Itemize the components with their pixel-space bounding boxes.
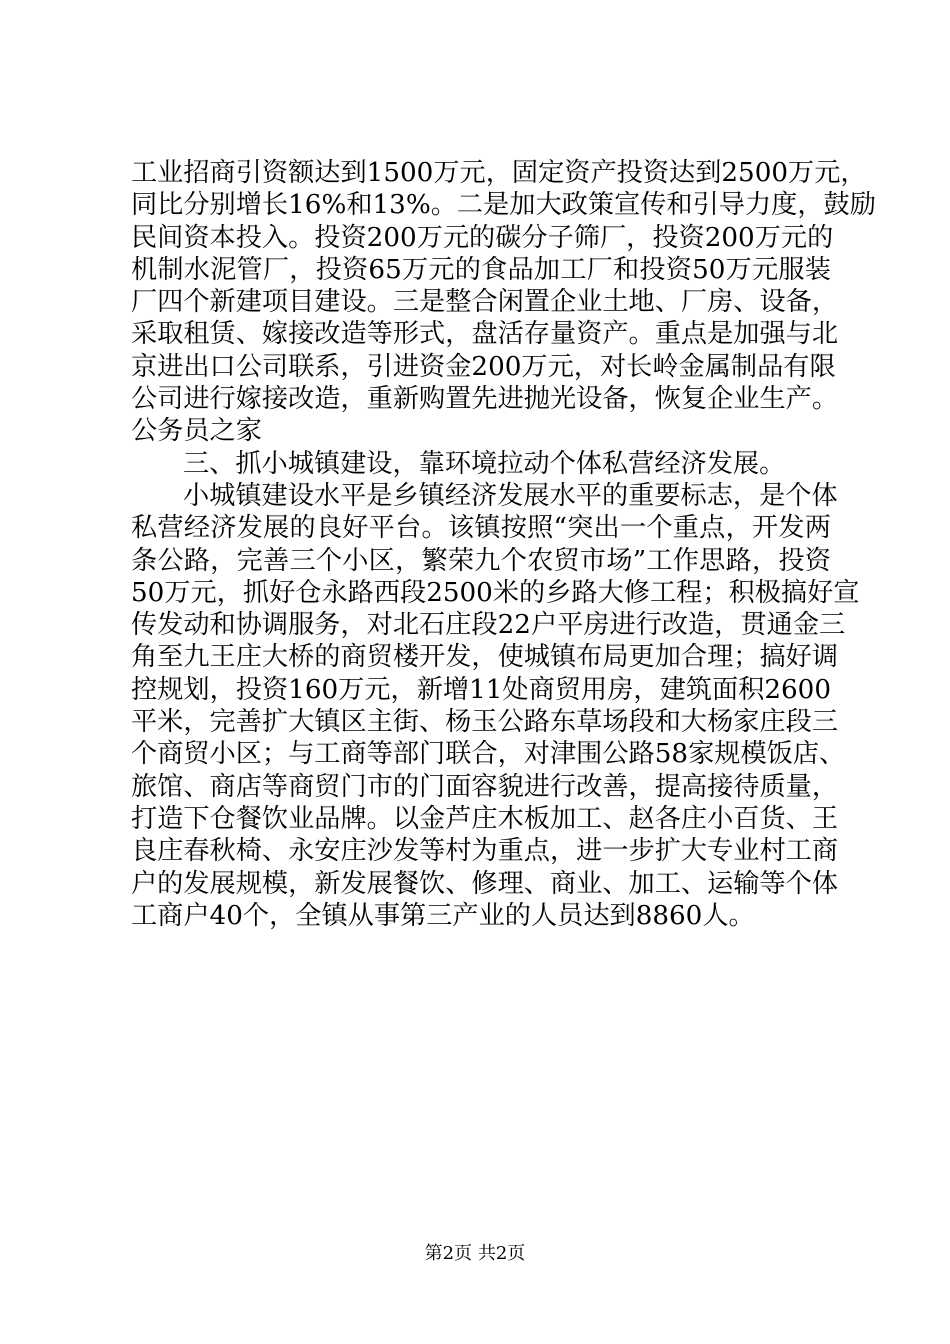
text-line: 民间资本投入。投资200万元的碳分子筛厂，投资200万元的	[131, 222, 834, 253]
text-line: 控规划，投资160万元，新增11处商贸用房，建筑面积2600	[131, 674, 831, 705]
page-number-footer: 第2页 共2页	[424, 1243, 526, 1264]
text-line: 良庄春秋椅、永安庄沙发等村为重点，进一步扩大专业村工商	[131, 836, 839, 867]
text-line: 同比分别增长16%和13%。二是加大政策宣传和引导力度，鼓励	[131, 190, 876, 221]
text-line: 条公路，完善三个小区，繁荣九个农贸市场”工作思路，投资	[131, 545, 831, 576]
text-line: 私营经济发展的良好平台。该镇按照“突出一个重点，开发两	[131, 513, 831, 544]
text-line: 旅馆、商店等商贸门市的门面容貌进行改善，提高接待质量，	[131, 771, 839, 802]
text-line: 个商贸小区；与工商等部门联合，对津围公路58家规模饭店、	[131, 739, 846, 770]
text-line: 传发动和协调服务，对北石庄段22户平房进行改造，贯通金三	[131, 610, 846, 641]
text-line: 京进出口公司联系，引进资金200万元，对长岭金属制品有限	[131, 351, 836, 382]
text-line: 打造下仓餐饮业品牌。以金芦庄木板加工、赵各庄小百货、王	[131, 803, 839, 834]
text-line: 50万元，抓好仓永路西段2500米的乡路大修工程；积极搞好宣	[131, 577, 860, 608]
text-line: 采取租赁、嫁接改造等形式，盘活存量资产。重点是加强与北	[131, 319, 839, 350]
text-line: 工业招商引资额达到1500万元，固定资产投资达到2500万元，	[131, 158, 867, 188]
section-heading: 三、抓小城镇建设，靠环境拉动个体私营经济发展。	[183, 448, 786, 479]
text-line: 厂四个新建项目建设。三是整合闲置企业土地、厂房、设备，	[131, 287, 839, 318]
text-line: 工商户40个，全镇从事第三产业的人员达到8860人。	[131, 900, 755, 931]
text-line: 户的发展规模，新发展餐饮、修理、商业、加工、运输等个体	[131, 868, 839, 899]
text-line: 角至九王庄大桥的商贸楼开发，使城镇布局更加合理；搞好调	[131, 642, 839, 673]
text-line: 公司进行嫁接改造，重新购置先进抛光设备，恢复企业生产。	[131, 384, 839, 415]
text-line: 小城镇建设水平是乡镇经济发展水平的重要标志，是个体	[183, 480, 838, 511]
text-line: 公务员之家	[131, 416, 262, 447]
document-body	[131, 157, 876, 932]
paragraph-2	[131, 480, 860, 932]
text-line: 平米，完善扩大镇区主街、杨玉公路东草场段和大杨家庄段三	[131, 707, 839, 738]
text-line: 机制水泥管厂，投资65万元的食品加工厂和投资50万元服装	[131, 254, 831, 285]
paragraph-1	[131, 157, 876, 448]
